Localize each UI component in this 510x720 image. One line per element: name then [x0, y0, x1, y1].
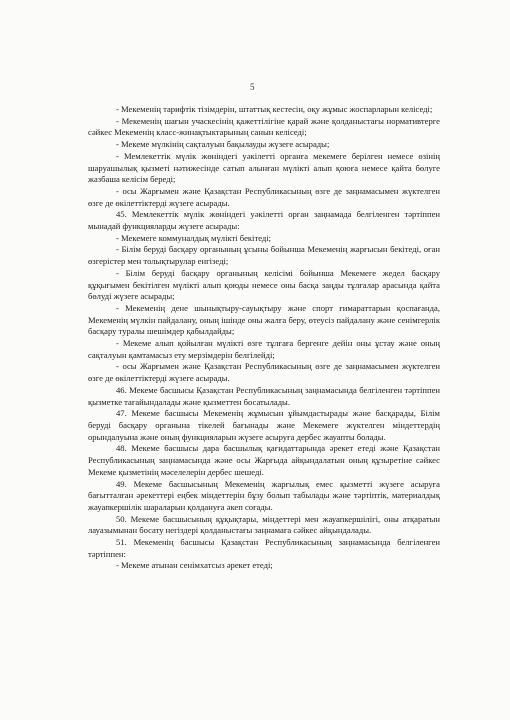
paragraph: - Мемлекеттік мүлік жөніндегі уәкілетті органға мекемеге берілген немесе өзінің шаруашылық қызметі нәтижесінде сатып алынған мүлікті алып қоюға немесе қайта бөлуге жазбаша келісім береді;	[88, 150, 440, 185]
paragraph: - Білім беруді басқару органының ұсыны бойынша Мекеменің жарғысын бекітеді, оған өзгерістер мен толықтырулар енгізеді;	[88, 244, 440, 267]
paragraph: - Мекеменің шағын учаскесінің қажеттілігіне қарай және қолданыстағы нормативтерге сәйкес Мекеменің класс-жинақтыктарының санын келіседі;	[88, 115, 440, 138]
paragraph: - Мекеме мүлкінің сақталуын бақылауды жүзеге асырады;	[116, 139, 330, 150]
paragraph: 46. Мекеме басшысы Қазақстан Республикасының заңнамасында белгіленген тәртіппен қызметке тағайындалады және қызметтен босатылады.	[88, 384, 440, 407]
paragraph: - Мекемеге коммуналдық мүлікті бекітеді;	[116, 232, 272, 243]
paragraph: - Мекеменің дене шынықтыру-сауықтыру және спорт ғимараттарын қоспағанда, Мекеменің мүлкін пайдалану, оның ішінде оны жалға беру, өтеусіз пайдалану және сенімгерлік басқару туралы шешімдер қабылдайды;	[88, 302, 440, 337]
paragraph: - осы Жарғымен және Қазақстан Республикасының өзге де заңнамасымен жүктелген өзге де өкілеттіктерді жүзеге асырады.	[88, 361, 440, 384]
page-number: 5	[250, 82, 255, 92]
document-body	[88, 104, 440, 572]
paragraph: - Мекеме алып қойылған мүлікті өзге тұлғаға бергенге дейін оны ұстау және оның сақталуын қамтамасыз ету мерзімдерін белгілейді;	[88, 338, 440, 360]
paragraph: 47. Мекеме басшысы Мекеменің жұмысын ұйымдастырады және басқарады, Білім беруді басқару органына тікелей бағынады және Мекемеге жүктелген міндеттердің орындалуына және оның функцияларын жүзеге асыруға дербес жауапты болады.	[88, 408, 440, 442]
paragraph: - осы Жарғымен және Қазақстан Республикасының өзге де заңнамасымен жүктелген өзге де өкілеттіктерді жүзеге асырады.	[88, 185, 440, 208]
paragraph: - Білім беруді басқару органының келісімі бойынша Мекемеге жедел басқару құқығымен бекітілген мүлікті алып қоюды немесе оны басқа заңды тұлғалар арасында қайта бөлуді жүзеге асырады;	[88, 267, 440, 302]
paragraph: - Мекеменің тарифтік тізімдерін, штаттық кестесін, оқу жұмыс жоспарларын келіседі;	[116, 104, 433, 114]
paragraph: 48. Мекеме басшысы дара басшылық қағидаттарында әрекет етеді және Қазақстан Республикасының заңнамасында және осы Жарғыда айқындалатын оның құзыретіне сәйкес Мекеме қызметінің мәселелерін дербес шешеді.	[88, 443, 440, 477]
paragraph: 51. Мекеменің басшысы Қазақстан Республикасының заңнамасында белгіленген тәртіппен:	[88, 537, 440, 559]
paragraph: - Мекеме атынан сенімхатсыз әрекет етеді;	[116, 560, 273, 571]
paragraph: 49. Мекеме басшысының Мекеменің жарғылық емес қызметті жүзеге асыруға бағытталған әрекеттері еңбек міндеттерін бұзу болып табылады және тәртіптік, материалдық жауапкершілік шараларын қолдануға әкеп соғады.	[88, 478, 440, 512]
paragraph: 50. Мекеме басшысының құқықтары, міндеттері мен жауапкершілігі, оны атқаратын лауазымынан босату негіздері қолданыстағы заңнамаға сәйкес айқындалады.	[88, 513, 440, 536]
paragraph: 45. Мемлекеттік мүлік жөніндегі уәкілетті орган заңнамада белгіленген тәртіппен мынадай функцияларды жүзеге асырады:	[88, 209, 440, 232]
